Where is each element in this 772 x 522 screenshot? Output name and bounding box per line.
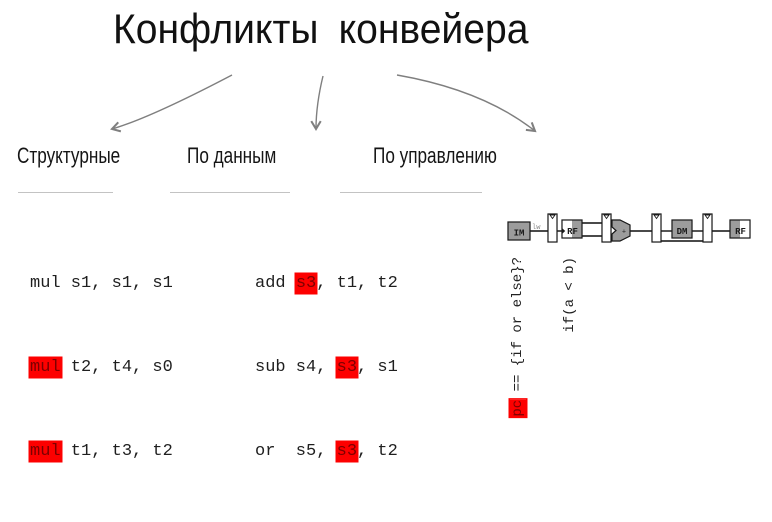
header-data: По данным xyxy=(187,143,277,168)
data-memory-box xyxy=(672,220,692,238)
branch-arrows xyxy=(0,60,772,140)
conflict-highlight: mul xyxy=(30,442,61,461)
divider-data xyxy=(170,192,290,193)
pc-highlight: pc xyxy=(510,400,526,417)
code-line: sub s4, s3, s1 xyxy=(255,358,398,377)
pipeline-register xyxy=(602,214,611,242)
alu-label: + xyxy=(621,228,627,237)
code-line: mul t2, t4, s0 xyxy=(30,358,173,377)
code-block-data xyxy=(255,214,398,522)
rf-write-label: RF xyxy=(735,227,746,237)
register-file-write-box xyxy=(730,220,750,238)
im-label: IM xyxy=(513,228,525,239)
code-line: or s5, s3, t2 xyxy=(255,442,398,461)
divider-structural xyxy=(18,192,113,193)
header-structural: Структурные xyxy=(17,143,121,168)
conflict-highlight: s3 xyxy=(295,274,317,293)
page-title: Конфликты конвейера xyxy=(113,5,529,52)
dm-label: DM xyxy=(676,227,688,237)
rf-read-label: RF xyxy=(567,227,578,237)
code-line: add s3, t1, t2 xyxy=(255,274,398,293)
conflict-highlight: mul xyxy=(30,358,61,377)
arrow-to-data xyxy=(316,76,323,129)
conflict-highlight: s3 xyxy=(336,358,358,377)
pipeline-register xyxy=(548,214,557,242)
arrow-to-control xyxy=(397,75,535,131)
code-line: mul s1, s1, s1 xyxy=(30,274,173,293)
alu-icon xyxy=(612,220,630,241)
code-block-structural xyxy=(30,214,173,522)
vertical-text-pc-question: pc == {if or else}? xyxy=(510,257,526,417)
arrow-to-structural xyxy=(112,75,232,129)
register-file-read-box xyxy=(562,220,582,238)
header-control: По управлению xyxy=(373,143,497,168)
lw-label: lw xyxy=(532,224,541,232)
pipeline-register xyxy=(703,214,712,242)
vertical-text-condition: if(a < b) xyxy=(562,257,578,333)
conflict-highlight: s3 xyxy=(336,442,358,461)
pipeline-diagram xyxy=(500,208,772,256)
pipeline-register xyxy=(652,214,661,242)
divider-control xyxy=(340,192,482,193)
code-line: mul t1, t3, t2 xyxy=(30,442,173,461)
